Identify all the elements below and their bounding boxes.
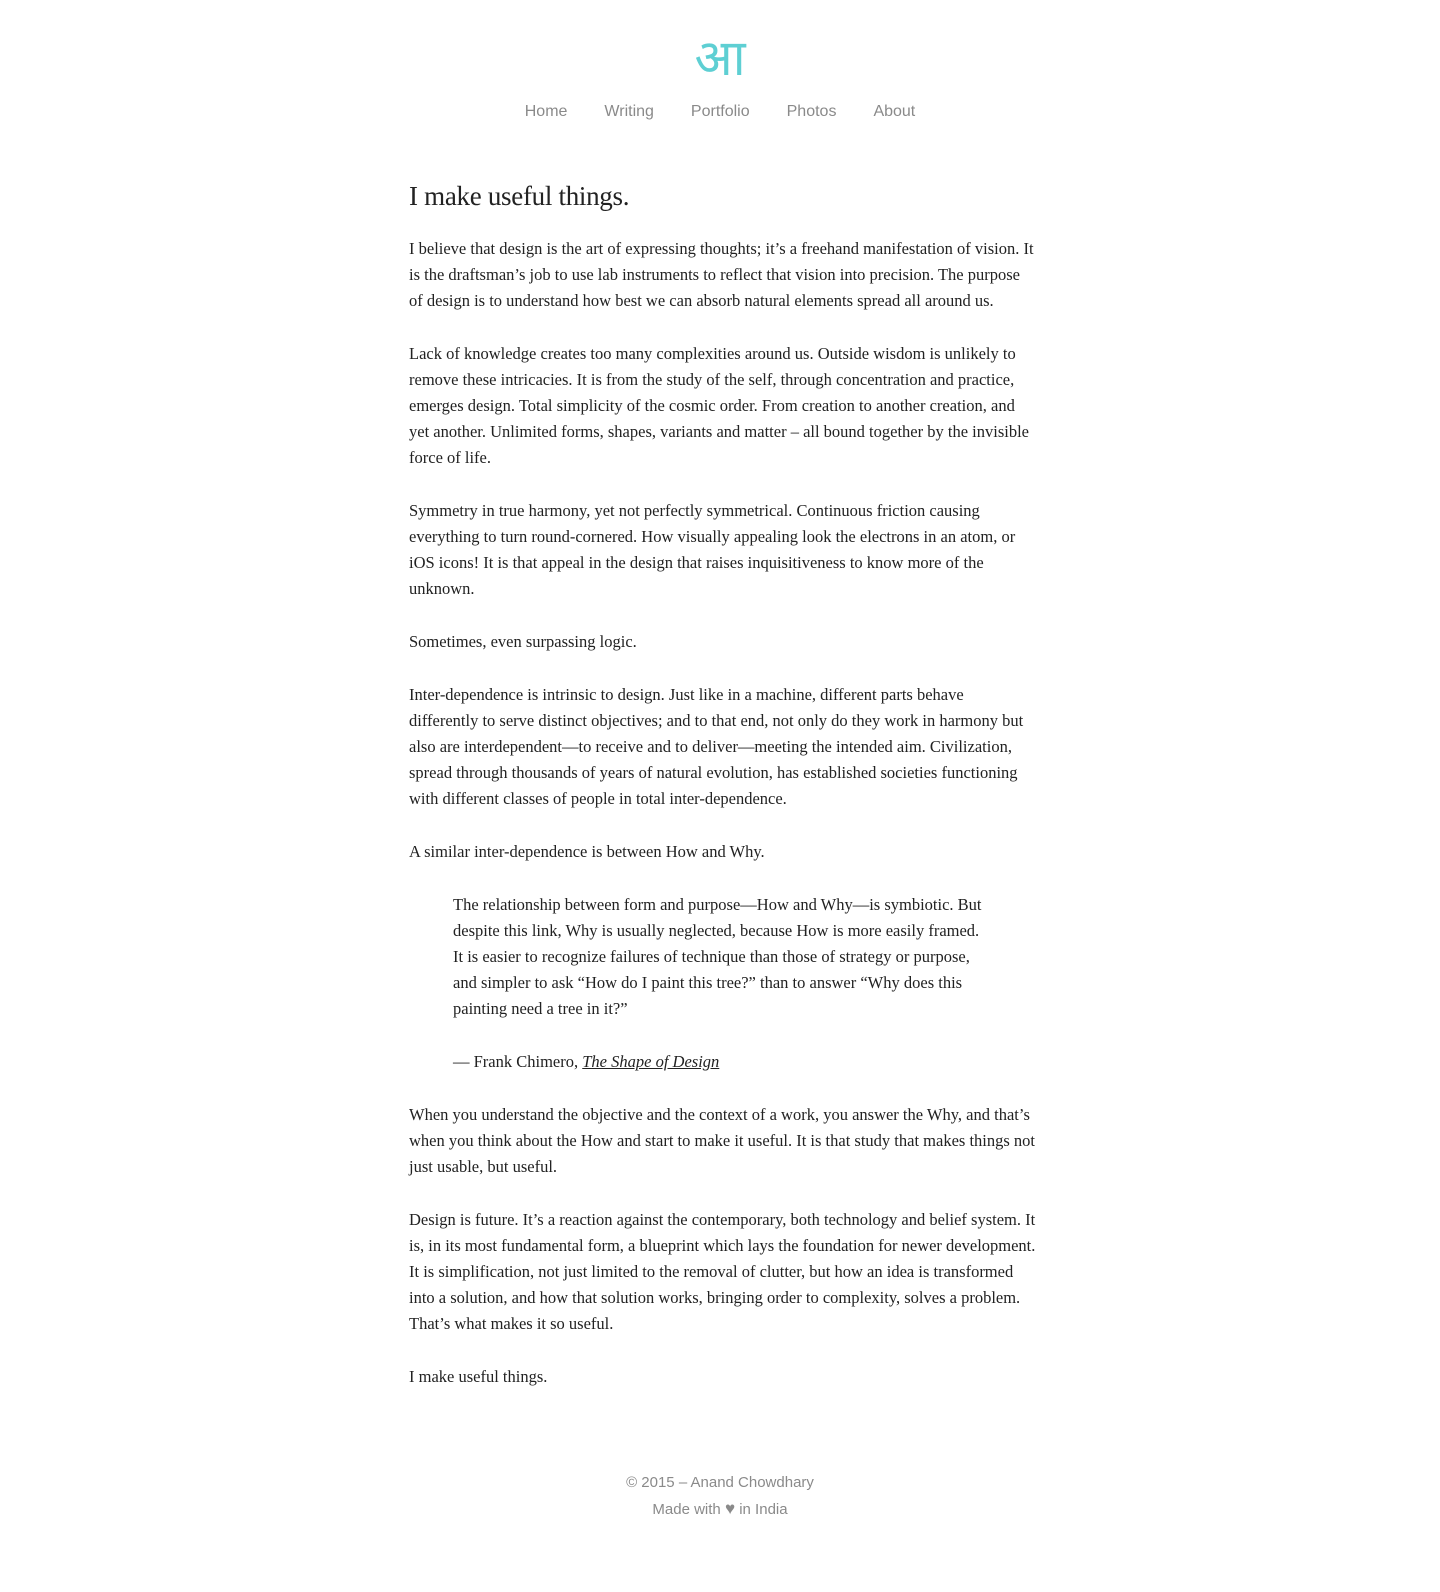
paragraph: I believe that design is the art of expressing thoughts; it’s a freehand manifestation of vision. It is the draftsman’s job to use lab instruments to reflect that vision into precision. The purpose of design is to understand how best we can absorb natural elements spread all around us.: [409, 239, 1034, 310]
made-with-suffix: in India: [735, 1501, 788, 1518]
quote-text: The relationship between form and purpose—How and Why—is symbiotic. But despite this link, Why is usually neglected, because How is more easily framed. It is easier to recognize failures of technique than those of strategy or purpose, and simpler to ask “How do I paint this tree?” than to answer “Why does this painting need a tree in it?”: [453, 895, 982, 1018]
paragraph: A similar inter-dependence is between How and Why.: [409, 842, 765, 861]
paragraph: When you understand the objective and the context of a work, you answer the Why, and that’s when you think about the How and start to make it useful. It is that study that makes things not just usable, but useful.: [409, 1105, 1035, 1176]
page-title: I make useful things.: [409, 181, 630, 211]
copyright: © 2015 – Anand Chowdhary: [626, 1474, 814, 1491]
paragraph: Design is future. It’s a reaction against the contemporary, both technology and belief system. It is, in its most fundamental form, a blueprint which lays the foundation for newer development. It is simplification, not just limited to the removal of clutter, but how an idea is transformed into a solution, and how that solution works, bringing order to complexity, solves a problem. That’s what makes it so useful.: [409, 1210, 1036, 1333]
nav-portfolio[interactable]: Portfolio: [690, 103, 750, 120]
paragraph: Lack of knowledge creates too many complexities around us. Outside wisdom is unlikely to remove these intricacies. It is from the study of the self, through concentration and practice, emerges design. Total simplicity of the cosmic order. From creation to another creation, and yet another. Unlimited forms, shapes, variants and matter – all bound together by the invisible force of life.: [409, 344, 1029, 467]
nav-writing[interactable]: Writing: [604, 103, 654, 120]
nav-home[interactable]: Home: [524, 103, 568, 120]
article: [409, 178, 1037, 1417]
site-logo[interactable]: आ: [694, 29, 746, 87]
blockquote: [453, 892, 993, 1075]
heart-icon: ♥: [724, 1499, 736, 1518]
quote-author: — Frank Chimero,: [453, 1052, 583, 1071]
quote-attribution: [453, 1049, 993, 1075]
paragraph: Inter-dependence is intrinsic to design. Just like in a machine, different parts behave differently to serve distinct objectives; and to that end, not only do they work in harmony but also are interdependent—to receive and to deliver—meeting the intended aim. Civilization, spread through thousands of years of natural evolution, has established societies functioning with different classes of people in total inter-dependence.: [409, 685, 1024, 808]
made-with-prefix: Made with: [652, 1501, 725, 1518]
made-with-line: [0, 1496, 1440, 1523]
nav-photos[interactable]: Photos: [786, 103, 837, 120]
quote-source-link[interactable]: The Shape of Design: [582, 1052, 720, 1071]
paragraph: I make useful things.: [409, 1367, 548, 1386]
site-header: [0, 0, 1440, 122]
nav-about[interactable]: About: [873, 103, 916, 120]
paragraph: Sometimes, even surpassing logic.: [409, 632, 637, 651]
main-nav: [0, 102, 1440, 122]
paragraph: Symmetry in true harmony, yet not perfectly symmetrical. Continuous friction causing everything to turn round-cornered. How visually appealing look the electrons in an atom, or iOS icons! It is that appeal in the design that raises inquisitiveness to know more of the unknown.: [409, 501, 1016, 598]
site-footer: [0, 1470, 1440, 1523]
